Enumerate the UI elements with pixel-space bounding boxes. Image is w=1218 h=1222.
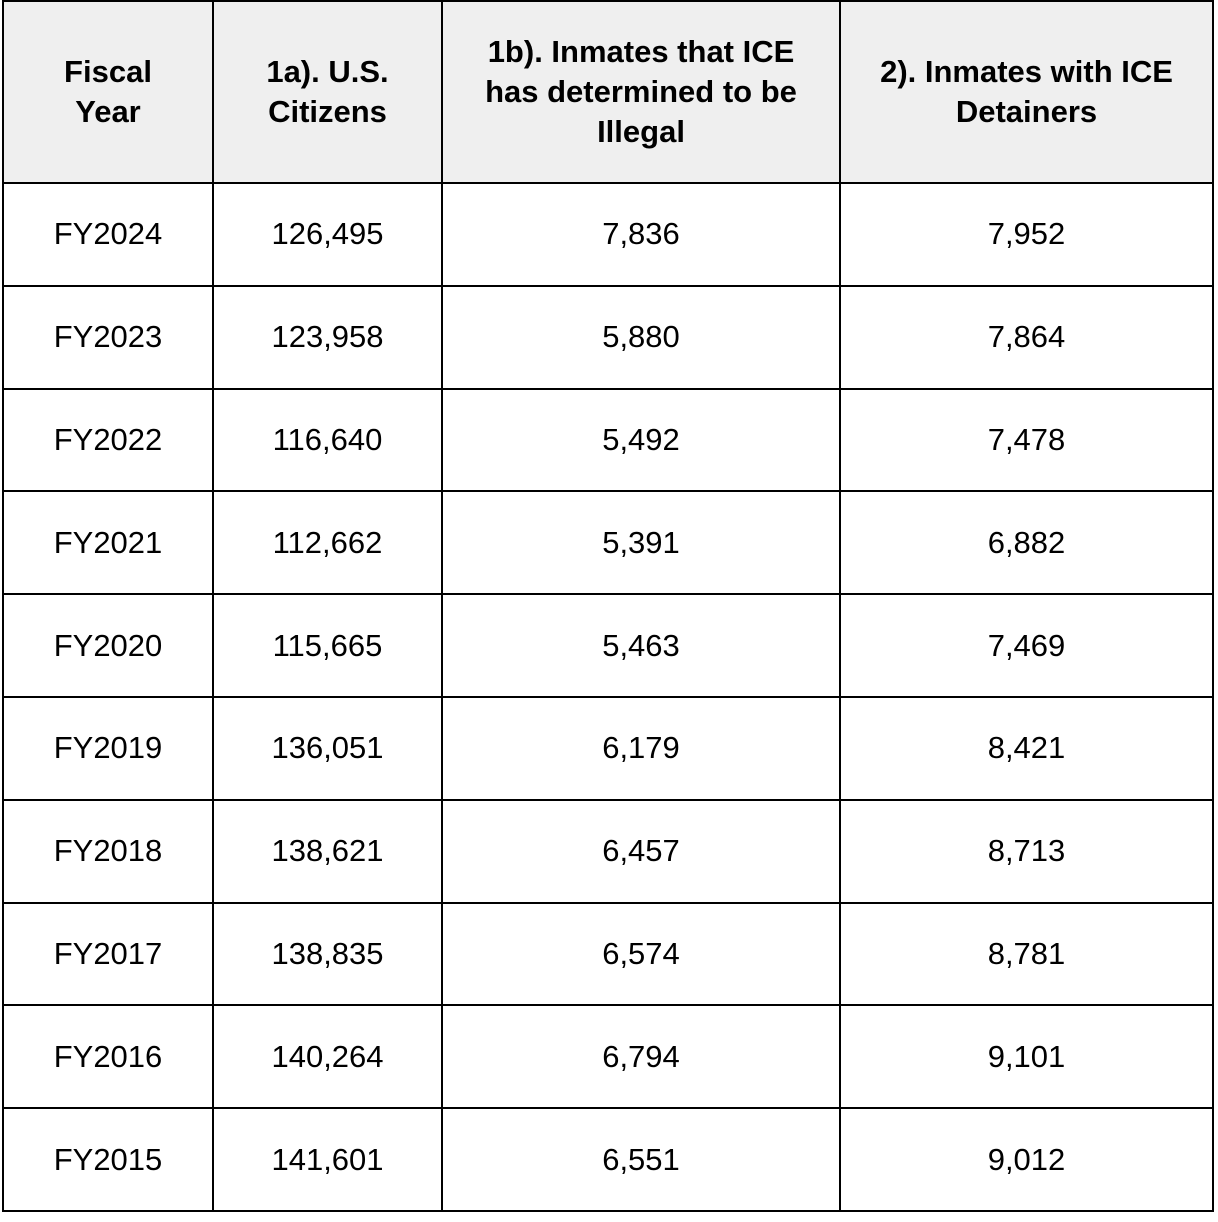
table-row (3, 183, 1213, 286)
cell-fiscal-year: FY2018 (3, 800, 213, 903)
cell-us-citizens: 136,051 (213, 697, 442, 800)
table-row (3, 491, 1213, 594)
cell-inmates-illegal: 6,179 (442, 697, 840, 800)
cell-ice-detainers: 9,012 (840, 1108, 1213, 1211)
cell-us-citizens: 126,495 (213, 183, 442, 286)
header-row (3, 1, 1213, 183)
cell-us-citizens: 112,662 (213, 491, 442, 594)
cell-inmates-illegal: 6,551 (442, 1108, 840, 1211)
cell-fiscal-year: FY2021 (3, 491, 213, 594)
cell-ice-detainers: 7,952 (840, 183, 1213, 286)
cell-ice-detainers: 6,882 (840, 491, 1213, 594)
cell-fiscal-year: FY2016 (3, 1005, 213, 1108)
cell-inmates-illegal: 6,457 (442, 800, 840, 903)
table-row (3, 594, 1213, 697)
table-row (3, 1108, 1213, 1211)
cell-inmates-illegal: 6,574 (442, 903, 840, 1006)
table-row (3, 800, 1213, 903)
cell-ice-detainers: 9,101 (840, 1005, 1213, 1108)
table-row (3, 697, 1213, 800)
table-row (3, 286, 1213, 389)
cell-us-citizens: 115,665 (213, 594, 442, 697)
cell-inmates-illegal: 5,463 (442, 594, 840, 697)
cell-fiscal-year: FY2022 (3, 389, 213, 492)
cell-us-citizens: 141,601 (213, 1108, 442, 1211)
table-row (3, 389, 1213, 492)
cell-us-citizens: 138,621 (213, 800, 442, 903)
table-row (3, 903, 1213, 1006)
cell-ice-detainers: 8,713 (840, 800, 1213, 903)
cell-fiscal-year: FY2020 (3, 594, 213, 697)
cell-fiscal-year: FY2015 (3, 1108, 213, 1211)
cell-fiscal-year: FY2019 (3, 697, 213, 800)
cell-inmates-illegal: 7,836 (442, 183, 840, 286)
cell-inmates-illegal: 5,880 (442, 286, 840, 389)
table-row (3, 1005, 1213, 1108)
cell-ice-detainers: 7,469 (840, 594, 1213, 697)
cell-us-citizens: 140,264 (213, 1005, 442, 1108)
cell-us-citizens: 123,958 (213, 286, 442, 389)
cell-fiscal-year: FY2023 (3, 286, 213, 389)
cell-ice-detainers: 7,478 (840, 389, 1213, 492)
cell-ice-detainers: 8,781 (840, 903, 1213, 1006)
header-inmates-illegal: 1b). Inmates that ICE has determined to be Illegal (442, 1, 840, 183)
cell-us-citizens: 138,835 (213, 903, 442, 1006)
data-table (2, 0, 1214, 1212)
header-fiscal-year: Fiscal Year (3, 1, 213, 183)
cell-us-citizens: 116,640 (213, 389, 442, 492)
header-us-citizens: 1a). U.S. Citizens (213, 1, 442, 183)
cell-fiscal-year: FY2024 (3, 183, 213, 286)
cell-inmates-illegal: 5,391 (442, 491, 840, 594)
cell-inmates-illegal: 5,492 (442, 389, 840, 492)
cell-ice-detainers: 8,421 (840, 697, 1213, 800)
cell-inmates-illegal: 6,794 (442, 1005, 840, 1108)
cell-ice-detainers: 7,864 (840, 286, 1213, 389)
header-inmates-ice-detainers: 2). Inmates with ICE Detainers (840, 1, 1213, 183)
cell-fiscal-year: FY2017 (3, 903, 213, 1006)
